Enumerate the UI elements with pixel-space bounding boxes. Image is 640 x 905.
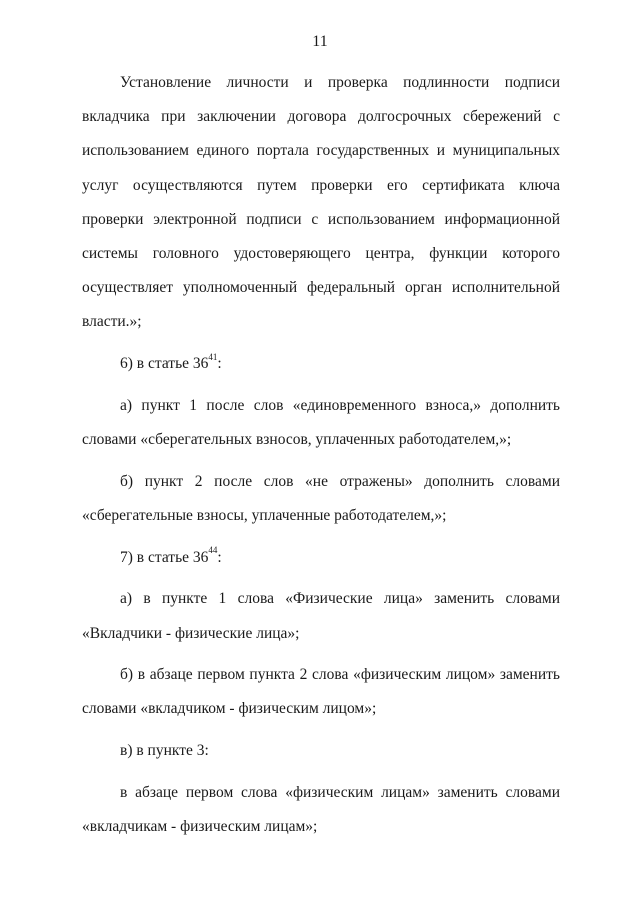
page-number: 11: [312, 33, 328, 50]
paragraph-item-7v: в) в пункте 3:: [120, 742, 209, 760]
paragraph-item-7v-amendment: в абзаце первом слова «физическим лицам» заменить словами «вкладчикам - физическим лицам»;: [82, 783, 560, 836]
paragraph-identity-verification: Установление личности и проверка подлинности подписи вкладчика при заключении договора долгосрочных сбережений с использованием единого портала государственных и муниципальных услуг осуществляются путем проверки его сертификата ключа проверки электронной подписи с использованием информационной системы головного удостоверяющего центра, функции которого осуществляет уполномоченный федеральный орган исполнительной власти.»;: [82, 74, 560, 331]
item-6-colon: :: [217, 355, 222, 373]
paragraph-item-6b: б) пункт 2 после слов «не отражены» дополнить словами «сберегательные взносы, уплаченные работодателем,»;: [82, 472, 560, 524]
document-body: [82, 66, 560, 852]
paragraph-item-7a: а) в пункте 1 слова «Физические лица» заменить словами «Вкладчики - физические лица»;: [82, 590, 560, 642]
item-6-superscript: 41: [208, 351, 218, 362]
paragraph-item-6: [82, 347, 560, 381]
item-7-colon: :: [217, 548, 222, 566]
item-7-superscript: 44: [208, 545, 218, 556]
paragraph-item-7: [82, 541, 560, 575]
paragraph-item-7b: б) в абзаце первом пункта 2 слова «физическим лицом» заменить словами «вкладчиком - физическим лицом»;: [82, 666, 560, 718]
item-7-text: 7) в статье 36: [120, 548, 209, 566]
paragraph-item-6a: а) пункт 1 после слов «единовременного взноса,» дополнить словами «сберегательных взносов, уплаченных работодателем,»;: [82, 396, 560, 449]
item-6-text: 6) в статье 36: [120, 355, 209, 373]
